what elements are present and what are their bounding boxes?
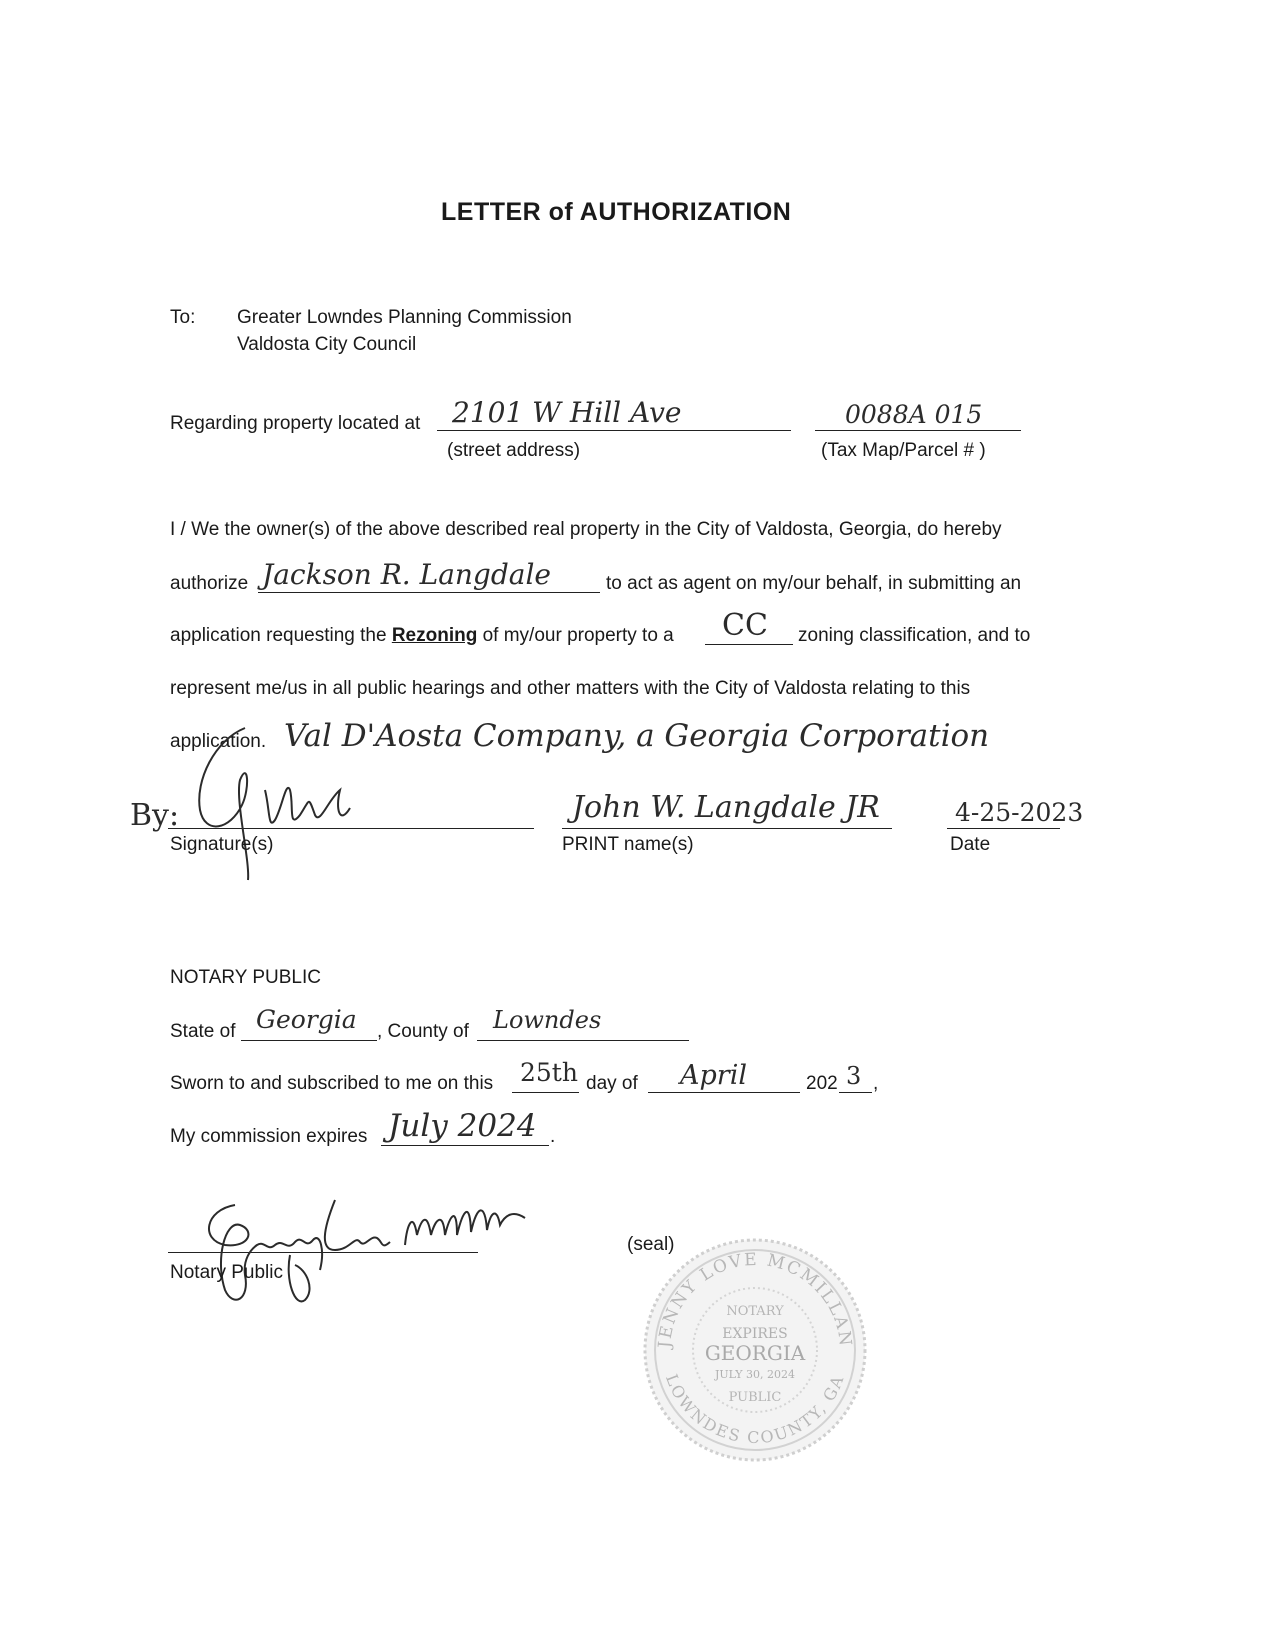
seal-date-text: JULY 30, 2024 xyxy=(714,1368,796,1381)
rezoning-text: Rezoning xyxy=(391,625,478,646)
state-lead: State of xyxy=(170,1021,236,1042)
commission-lead: My commission expires xyxy=(170,1126,368,1147)
seal-public-text: PUBLIC xyxy=(728,1390,782,1405)
body-line-1: I / We the owner(s) of the above described real property in the City of Valdosta, Georgia, do hereby xyxy=(170,519,1002,540)
month-line xyxy=(648,1092,800,1093)
application-tail: zoning classification, and to xyxy=(798,625,1031,646)
street-address-caption: (street address) xyxy=(447,440,581,461)
authorize-tail: to act as agent on my/our behalf, in submitting an xyxy=(606,573,1022,594)
year-tail: , xyxy=(873,1073,879,1094)
notary-seal xyxy=(640,1235,870,1465)
street-address-line xyxy=(437,430,791,431)
state-value: Georgia xyxy=(256,1005,357,1034)
print-name-line xyxy=(562,828,892,829)
notary-signature-caption: Notary Public xyxy=(170,1262,283,1283)
zoning-value: CC xyxy=(722,608,768,643)
parcel-caption: (Tax Map/Parcel # ) xyxy=(821,440,986,461)
body-line-4: represent me/us in all public hearings and other matters with the City of Valdosta relating to this xyxy=(170,678,971,699)
day-of-text: day of xyxy=(586,1073,638,1094)
day-line xyxy=(512,1092,579,1093)
body-line-5: application. xyxy=(170,731,267,752)
state-line xyxy=(241,1040,377,1041)
page-title: LETTER of AUTHORIZATION xyxy=(441,198,792,226)
seal-label: (seal) xyxy=(627,1234,675,1255)
parcel-value: 0088A 015 xyxy=(845,400,983,429)
by-label: By: xyxy=(130,798,180,833)
commission-value: July 2024 xyxy=(388,1108,537,1144)
notary-signature xyxy=(195,1190,545,1310)
seal-outer-text: JENNY LOVE MCMILLAN xyxy=(654,1249,856,1349)
print-name-caption: PRINT name(s) xyxy=(562,834,694,855)
recipient-line-2: Valdosta City Council xyxy=(237,334,417,355)
month-value: April xyxy=(680,1060,747,1091)
zoning-line xyxy=(705,644,793,645)
signature-caption: Signature(s) xyxy=(170,834,274,855)
year-prefix: 202 xyxy=(806,1073,838,1094)
agent-line xyxy=(258,592,600,593)
to-label: To: xyxy=(170,307,196,328)
application-mid-text: of my/our property to a xyxy=(482,625,674,646)
seal-expires-text: EXPIRES xyxy=(722,1326,788,1342)
owner-signature xyxy=(190,720,380,890)
seal-bottom-text: LOWNDES COUNTY, GA xyxy=(662,1371,849,1448)
commission-tail: . xyxy=(550,1126,556,1147)
day-value: 25th xyxy=(520,1058,578,1087)
notary-heading: NOTARY PUBLIC xyxy=(170,967,321,988)
company-value: Val D'Aosta Company, a Georgia Corporation xyxy=(284,718,990,754)
date-line xyxy=(947,828,1060,829)
year-value: 3 xyxy=(846,1062,862,1090)
application-lead-text: application requesting the xyxy=(170,625,387,646)
county-lead: , County of xyxy=(377,1021,469,1042)
date-caption: Date xyxy=(950,834,991,855)
seal-notary-text: NOTARY xyxy=(726,1304,784,1319)
parcel-line xyxy=(815,430,1021,431)
agent-value: Jackson R. Langdale xyxy=(262,558,551,591)
recipient-line-1: Greater Lowndes Planning Commission xyxy=(237,307,572,328)
county-line xyxy=(477,1040,689,1041)
commission-line xyxy=(381,1145,549,1146)
authorize-lead: authorize xyxy=(170,573,249,594)
county-value: Lowndes xyxy=(493,1006,602,1034)
print-name-value: John W. Langdale JR xyxy=(572,790,880,825)
application-lead xyxy=(170,625,674,647)
year-line xyxy=(839,1092,872,1093)
date-value: 4-25-2023 xyxy=(955,798,1084,827)
property-lead: Regarding property located at xyxy=(170,413,421,434)
sworn-lead: Sworn to and subscribed to me on this xyxy=(170,1073,494,1094)
seal-state-text: GEORGIA xyxy=(704,1341,806,1365)
street-address-value: 2101 W Hill Ave xyxy=(452,396,682,429)
